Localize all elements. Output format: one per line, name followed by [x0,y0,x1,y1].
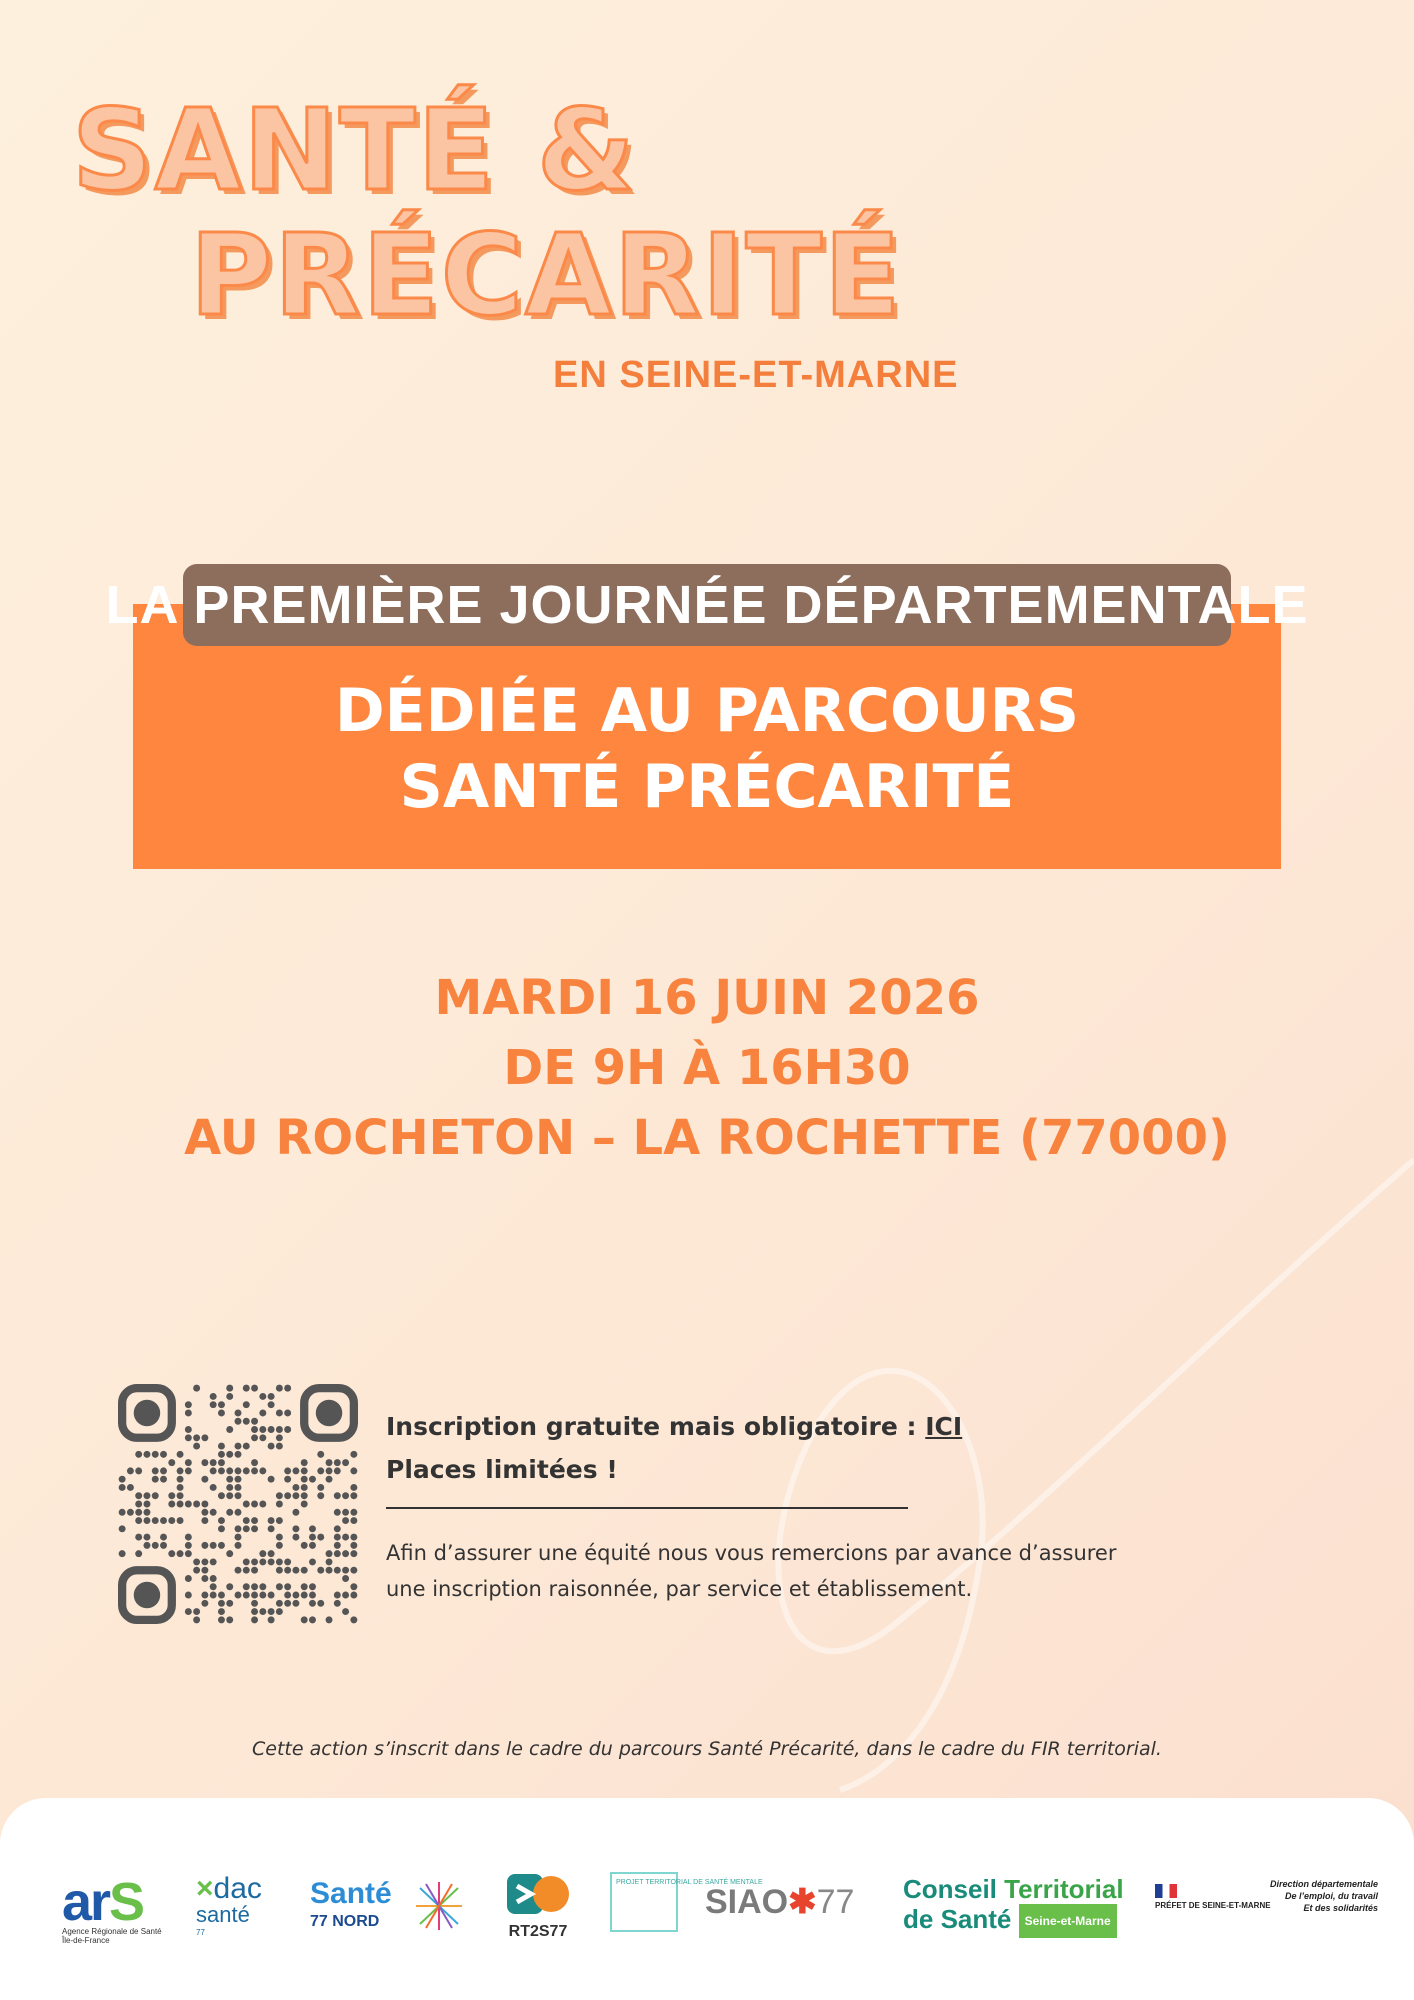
ddets-line-2: De l’emploi, du travail [1284,1891,1378,1901]
siao-number: 77 [816,1883,855,1921]
cts-tag: Seine-et-Marne [1019,1904,1117,1938]
prefet-logo [1155,1884,1271,1911]
note-line-1: Afin d’assurer une équité nous vous remercions par avance d’assurer [386,1541,1117,1565]
cts-de-sante: de Santé [903,1904,1012,1934]
siao-figure-icon: ✱ [788,1883,817,1921]
footnote: Cette action s’inscrit dans le cadre du parcours Santé Précarité, dans le cadre du FIR territorial. [252,1738,1162,1760]
dac-logo [196,1872,262,1938]
dac-top: dac [213,1872,262,1905]
event-time: DE 9H À 16H30 [503,1040,911,1096]
prefet-label: PRÉFET DE SEINE-ET-MARNE [1155,1901,1271,1910]
event-place: AU ROCHETON – LA ROCHETTE (77000) [184,1110,1230,1166]
registration-title [386,1412,962,1441]
rt2s-icon [505,1872,571,1918]
event-date: MARDI 16 JUIN 2026 [434,970,980,1026]
banner-line-2: SANTÉ PRÉCARITÉ [399,752,1015,822]
banner-line-1: DÉDIÉE AU PARCOURS [334,676,1080,746]
qr-code-icon[interactable] [118,1384,358,1624]
ars-subtitle-1: Agence Régionale de Santé [62,1927,162,1936]
note-line-2: une inscription raisonnée, par service et établissement. [386,1577,973,1601]
dac-bottom: santé [196,1902,250,1927]
sante77-logo [310,1877,392,1936]
partners-footer [0,1798,1414,2000]
rt2s-logo [505,1872,571,1941]
sante77-star-icon [412,1880,466,1932]
siao-logo [705,1882,854,1922]
french-flag-icon [1155,1884,1177,1898]
siao-label: SIAO [705,1883,789,1921]
ptsm-logo: PROJET TERRITORIAL DE SANTÉ MENTALE [610,1872,678,1932]
subtitle: EN SEINE-ET-MARNE [553,354,959,396]
ars-letters [62,1872,143,1932]
registration-title-text: Inscription gratuite mais obligatoire : [386,1412,926,1441]
cts-logo [903,1874,1124,1938]
limited-places: Places limitées ! [386,1455,618,1484]
banner-pill: LA PREMIÈRE JOURNÉE DÉPARTEMENTALE [183,564,1231,646]
registration-link[interactable]: ICI [925,1412,963,1441]
cts-line-1 [903,1874,1124,1904]
ddets-line-3: Et des solidarités [1303,1903,1378,1913]
registration-note [386,1535,1166,1607]
ars-ar: ar [62,1872,110,1932]
title-line-2: PRÉCARITÉ [190,211,903,341]
cts-conseil: Conseil [903,1874,1005,1904]
title-line-1: SANTÉ & [72,86,637,216]
cts-line-2 [903,1904,1124,1938]
sante77-subtitle: 77 NORD [310,1913,380,1930]
dac-x-icon: × [196,1872,214,1905]
dac-number: 77 [196,1928,205,1937]
ddets-logo [1258,1878,1378,1914]
ars-subtitle-2: Île-de-France [62,1936,110,1945]
ars-logo [62,1871,162,1945]
ddets-line-1: Direction départementale [1269,1879,1378,1889]
divider [386,1507,908,1509]
ars-s: S [109,1872,144,1932]
cts-territorial: Territorial [1004,1874,1124,1904]
rt2s-label: RT2S77 [508,1923,568,1940]
sante77-title: Santé [310,1877,392,1910]
